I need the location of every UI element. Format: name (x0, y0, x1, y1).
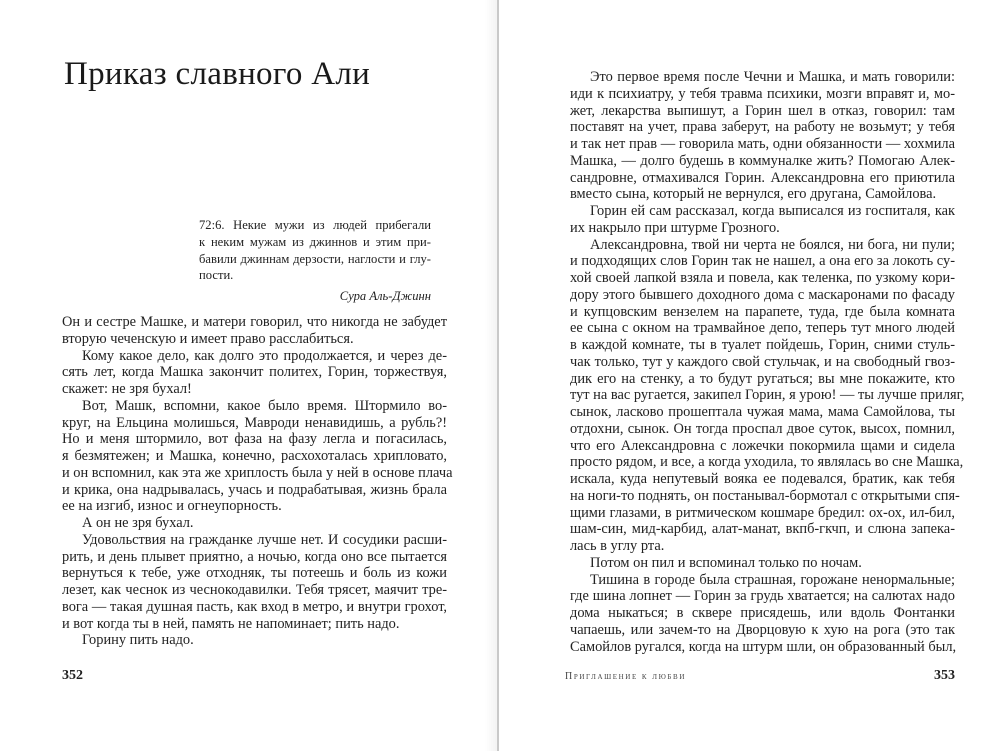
text-line: дору этого бывшего доходного дома с маскаронами по фасаду (570, 286, 955, 303)
text-line: и так нет прав — говорила мать, одни обязанности — хохмила (570, 136, 955, 152)
epigraph-line: к неким мужам из джиннов и этим при- (199, 234, 431, 249)
text-line: сандровне, отмахивался Горин. Александровна его приютила (570, 169, 955, 186)
text-line: круг, на Ельцина молишься, Мавроди ненавидишь, а рубль?! (62, 414, 447, 431)
text-line: я безмятежен; и Машка, конечно, расхохоталась хрипловато, (62, 448, 447, 464)
text-line: Тишина в городе была страшная, горожане ненормальные; (590, 571, 955, 588)
text-line: лась в углу рта. (570, 538, 665, 554)
text-line: хой своей лапкой взяла и повела, как теленка, по узкому кори- (570, 270, 955, 286)
text-line: рить, и день плывет приятно, а ночью, когда оно все пытается (62, 548, 447, 565)
text-line: что его Александровна с ложечки покормила щами и сидела (570, 437, 955, 454)
paragraph (570, 572, 955, 656)
text-line: Он и сестре Машке, и матери говорил, что никогда не забудет (62, 314, 447, 330)
paragraph (570, 203, 955, 237)
text-line: вога — такая душная пасть, как вход в метро, и внутри грохот, (62, 598, 447, 615)
text-line: Горин ей сам рассказал, когда выписался из госпиталя, как (590, 203, 955, 219)
text-line: на ноги-то поднять, он постанывал-бормотал с открытыми спя- (570, 487, 960, 504)
paragraph (62, 532, 447, 633)
text-line: Но и меня штормило, вот фаза на фазу легла и погасилась, (62, 431, 447, 448)
text-line: где шина лопнет — Горин за грудь хватается; на салютах надо (570, 588, 955, 605)
paragraph (570, 236, 965, 555)
text-line: сять лет, когда Машка закончит политех, Горин, торжествуя, (62, 364, 447, 381)
paragraph (62, 515, 447, 532)
text-line: Потом он пил и вспоминал только по ночам. (590, 554, 862, 571)
paragraph (62, 348, 447, 398)
text-line: и вот когда ты в ней, память не напоминает; пить надо. (62, 615, 400, 632)
epigraph-source: Сура Аль-Джинн (339, 289, 431, 303)
text-line: шам-син, мид-карбид, алат-манат, вкпб-гкчп, и слюна запека- (570, 521, 955, 538)
text-line: поставят на учет, права заберут, на работу не возьмут; у тебя (570, 119, 955, 136)
page-number-right: 353 (934, 668, 955, 683)
text-line: щими глазами, в ритмическом кошмаре бредил: ох-ох, ил-бил, (570, 504, 955, 521)
text-line: искала, куда непутевый вояка ее подевался, братик, как тебя (570, 471, 955, 487)
paragraph (570, 69, 955, 203)
text-line: Вот, Машк, вспомни, какое было время. Штормило во- (82, 397, 447, 414)
text-line: Удовольствия на гражданке лучше нет. И сосудики расши- (82, 531, 447, 548)
running-head: Приглашение к любви (565, 671, 686, 682)
text-line: отдохни, сынок. Он тогда проспал двое суток, высох, помнил, (570, 420, 955, 437)
text-line: Александровна, твой ни черта не боялся, ни бога, ни пули; (590, 236, 955, 253)
epigraph-line: 72:6. Некие мужи из людей прибегали (199, 218, 431, 232)
text-line: иди к психиатру, у тебя травма психики, мозги вправят и, мо- (570, 85, 955, 102)
text-line: лезет, как чеснок из чеснокодавилки. Тебя трясет, маячит тре- (62, 582, 447, 598)
right-body-text (570, 69, 965, 655)
text-line: вторую чеченскую и имеет право расслабиться. (62, 330, 354, 347)
gutter-shadow (485, 0, 497, 751)
text-line: А он не зря бухал. (82, 515, 194, 531)
text-line: и он вспомнил, как эта же хриплость была у ней в основе плача (62, 464, 453, 481)
book-gutter (497, 0, 499, 751)
text-line: дома ныкаться; в сквере присядешь, или вдоль Фонтанки (570, 605, 955, 621)
text-line: сынок, ласково прошептала чужая мама, мама Самойлова, ты (570, 404, 955, 420)
text-line: ее на изгиб, износ и огнеупорность. (62, 498, 282, 515)
left-body-text (62, 314, 453, 649)
text-line: чак только, тут у каждого свой стульчак, и на свободный гвоз- (570, 353, 955, 370)
paragraph (62, 632, 447, 649)
paragraph (570, 555, 955, 572)
paragraph (62, 314, 447, 348)
text-line: дик его на стенку, а то будут ругаться; вы мне покажите, кто (570, 370, 955, 387)
chapter-title: Приказ славного Али (64, 56, 371, 92)
text-line: Горину пить надо. (82, 632, 194, 649)
epigraph-line: бавили джиннам дерзости, наглости и глу- (199, 251, 431, 266)
text-line: и купцовским вензелем на парапете, туда, где была комната (570, 303, 955, 320)
text-line: и крика, она надрывалась, учась и подрабатывая, жизнь брала (62, 481, 447, 498)
text-line: вернуться к тебе, уже отходняк, ты потеешь и боль из кожи (62, 565, 447, 582)
text-line: чапаешь, или зачем-то на Дворцовую к хую на рога (это так (570, 621, 955, 638)
text-line: и подходящих слов Горин так не нашел, а она его за локоть су- (570, 253, 955, 270)
text-line: их накрыло при штурме Грозного. (570, 219, 780, 236)
text-line: жет, лекарства выпишут, а Горин шел в отказ, говорил: там (570, 102, 955, 119)
text-line: тут на вас ругается, закипел Горин, я урою! — ты лучше приляг, (570, 387, 965, 404)
text-line: Это первое время после Чечни и Машка, и мать говорили: (590, 69, 955, 85)
text-line: в каждой комнате, ты в туалет пойдешь, Горин, сними стуль- (570, 337, 955, 353)
text-line: Машка, — долго будешь в коммуналке жить? Помогаю Алек- (570, 152, 955, 169)
text-line: Самойлов ругался, когда на штурм шли, он образованный был, (570, 638, 957, 655)
epigraph (199, 218, 431, 304)
text-line: вместо сына, который не вернулся, его другана, Самойлова. (570, 186, 937, 203)
page-number-left: 352 (62, 668, 83, 683)
text-line: просто рядом, и все, а когда уходила, то являлась во сне Машка, (570, 454, 964, 471)
text-line: скажет: не зря бухал! (62, 381, 192, 397)
text-line: ее сына с окном на трамвайное депо, теперь тут много людей (570, 320, 955, 337)
epigraph-line: пости. (199, 268, 234, 283)
paragraph (62, 397, 453, 515)
text-line: Кому какое дело, как долго это продолжается, и через де- (82, 347, 447, 364)
